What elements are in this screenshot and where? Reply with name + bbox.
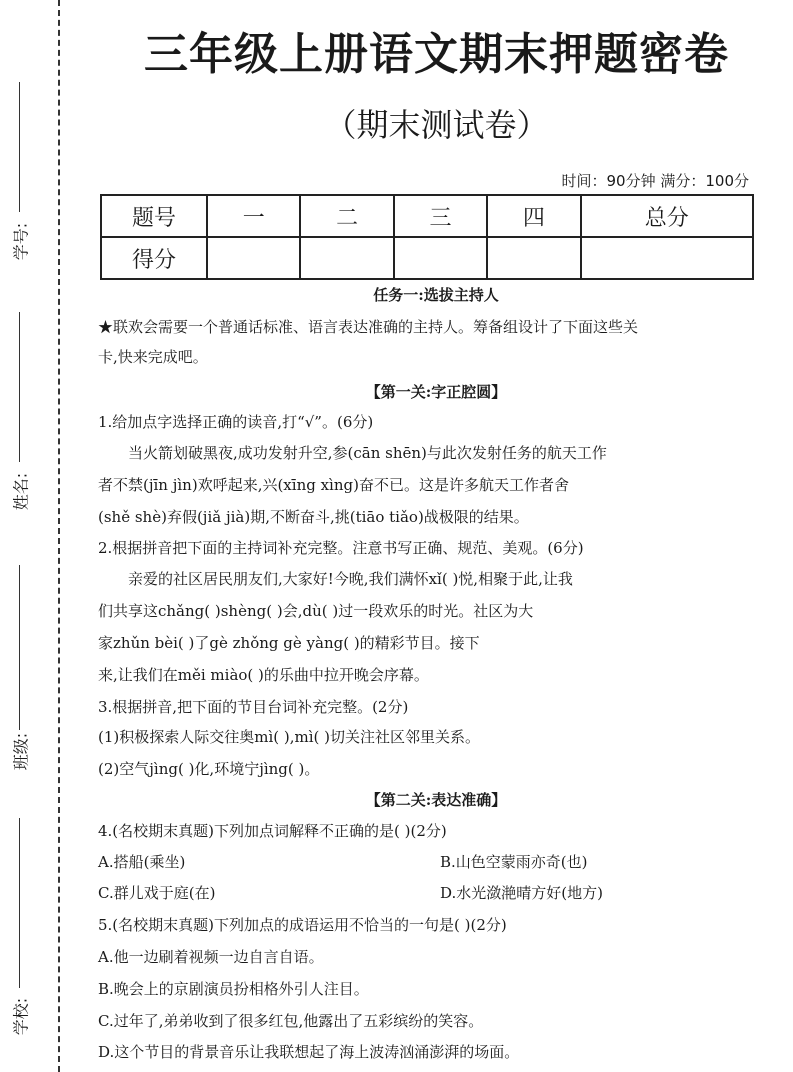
student-id-line xyxy=(19,82,20,212)
header-cell: 三 xyxy=(394,195,487,237)
option-b: B.山色空蒙雨亦奇(也) xyxy=(440,853,588,871)
option-a: A.他一边刷着视频一边自言自语。 xyxy=(98,948,324,966)
question-text: 来,让我们在měi miào( )的乐曲中拉开晚会序幕。 xyxy=(98,666,429,684)
cut-line xyxy=(58,0,60,1072)
score-table xyxy=(100,194,754,280)
score-table-header-row xyxy=(101,195,753,237)
score-cell[interactable] xyxy=(581,237,753,279)
question-text: (shě shè)弃假(jiǎ jià)期,不断奋斗,挑(tiāo tiǎo)战极限的结果。 xyxy=(98,508,529,526)
score-label-cell: 得分 xyxy=(101,237,207,279)
task-intro-line: ★联欢会需要一个普通话标准、语言表达准确的主持人。筹备组设计了下面这些关 xyxy=(98,318,639,336)
task-heading: 任务一:选拔主持人 xyxy=(373,286,499,304)
option-d: D.这个节目的背景音乐让我联想起了海上波涛汹涌澎湃的场面。 xyxy=(98,1043,520,1061)
question-stem: 2.根据拼音把下面的主持词补充完整。注意书写正确、规范、美观。(6分) xyxy=(98,539,584,557)
header-cell: 四 xyxy=(487,195,580,237)
question-text: 家zhǔn bèi( )了gè zhǒng gè yàng( )的精彩节目。接下 xyxy=(98,634,480,652)
question-text: 亲爱的社区居民朋友们,大家好!今晚,我们满怀xǐ( )悦,相聚于此,让我 xyxy=(128,570,573,588)
page-subtitle: （期末测试卷） xyxy=(324,106,549,144)
score-cell[interactable] xyxy=(394,237,487,279)
question-text: (1)积极探索人际交往奥mì( ),mì( )切关注社区邻里关系。 xyxy=(98,728,481,746)
name-label: 姓名: xyxy=(11,472,31,511)
header-cell: 题号 xyxy=(101,195,207,237)
student-id-label: 学号: xyxy=(11,222,31,261)
binding-margin xyxy=(0,0,80,1072)
score-cell[interactable] xyxy=(207,237,300,279)
school-label: 学校: xyxy=(11,997,31,1036)
question-text: 们共享这chǎng( )shèng( )会,dù( )过一段欢乐的时光。社区为大 xyxy=(98,602,534,620)
question-stem: 1.给加点字选择正确的读音,打“√”。(6分) xyxy=(98,413,374,431)
question-text: 当火箭划破黑夜,成功发射升空,参(cān shēn)与此次发射任务的航天工作 xyxy=(128,444,607,462)
name-line xyxy=(19,312,20,462)
question-text: (2)空气jìng( )化,环境宁jìng( )。 xyxy=(98,760,320,778)
level-heading: 【第一关:字正腔圆】 xyxy=(365,383,507,401)
option-a: A.搭船(乘坐) xyxy=(98,853,186,871)
question-text: 者不禁(jīn jìn)欢呼起来,兴(xīng xìng)奋不已。这是许多航天工作者舍 xyxy=(98,476,569,494)
score-cell[interactable] xyxy=(487,237,580,279)
class-label: 班级: xyxy=(11,732,31,771)
task-intro-line: 卡,快来完成吧。 xyxy=(98,348,208,366)
score-table-score-row xyxy=(101,237,753,279)
option-b: B.晚会上的京剧演员扮相格外引人注目。 xyxy=(98,980,369,998)
option-c: C.过年了,弟弟收到了很多红包,他露出了五彩缤纷的笑容。 xyxy=(98,1012,484,1030)
level-heading: 【第二关:表达准确】 xyxy=(365,791,507,809)
header-cell: 总分 xyxy=(581,195,753,237)
header-cell: 一 xyxy=(207,195,300,237)
question-stem: 3.根据拼音,把下面的节目台词补充完整。(2分) xyxy=(98,698,409,716)
page-title: 三年级上册语文期末押题密卷 xyxy=(144,29,729,80)
time-info: 时间：90分钟 满分：100分 xyxy=(561,172,749,190)
question-stem: 4.(名校期末真题)下列加点词解释不正确的是( )(2分) xyxy=(98,822,447,840)
class-line xyxy=(19,565,20,730)
question-stem: 5.(名校期末真题)下列加点的成语运用不恰当的一句是( )(2分) xyxy=(98,916,507,934)
header-cell: 二 xyxy=(300,195,393,237)
option-c: C.群儿戏于庭(在) xyxy=(98,884,216,902)
option-d: D.水光潋滟晴方好(地方) xyxy=(440,884,603,902)
score-cell[interactable] xyxy=(300,237,393,279)
school-line xyxy=(19,818,20,988)
